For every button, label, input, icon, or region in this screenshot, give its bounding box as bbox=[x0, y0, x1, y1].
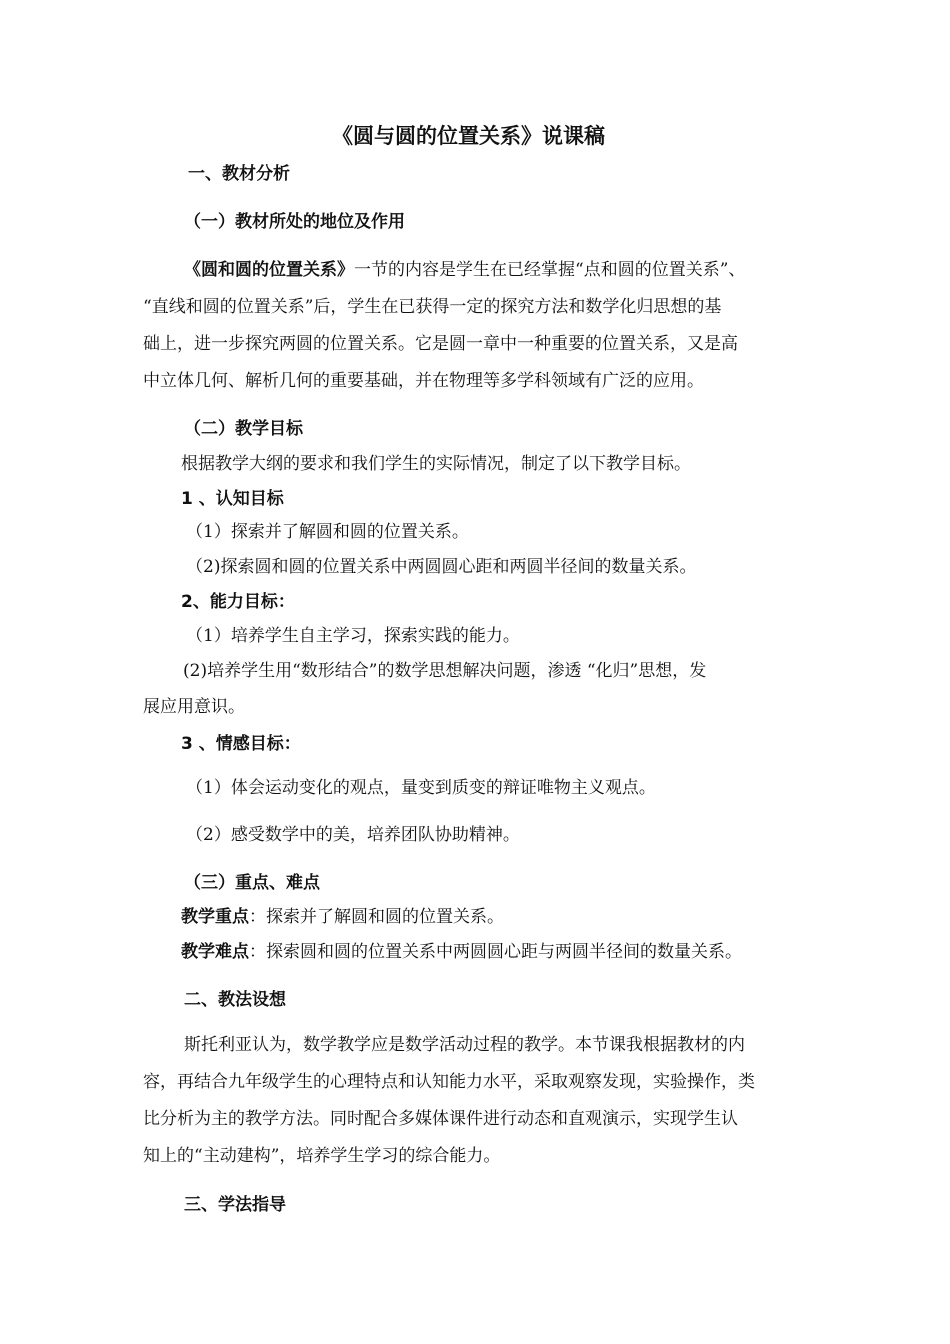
goal-heading-cognitive: 1 、认知目标 bbox=[181, 489, 284, 509]
paragraph-line: 础上，进一步探究两圆的位置关系。它是圆一章中一种重要的位置关系，又是高 bbox=[143, 334, 738, 354]
list-item: （2)探索圆和圆的位置关系中两圆圆心距和两圆半径间的数量关系。 bbox=[186, 557, 697, 577]
subsection-3-heading: （三）重点、难点 bbox=[184, 873, 320, 893]
list-item: （2）感受数学中的美，培养团队协助精神。 bbox=[186, 825, 520, 845]
paragraph-text: 一节的内容是学生在已经掌握“点和圆的位置关系”、 bbox=[354, 260, 746, 280]
section-2-heading: 二、教法设想 bbox=[184, 990, 286, 1010]
subsection-2-heading: （二）教学目标 bbox=[184, 419, 303, 439]
key-point-label: 教学重点 bbox=[181, 907, 249, 927]
paragraph-line: 知上的“主动建构”，培养学生学习的综合能力。 bbox=[143, 1146, 501, 1166]
paragraph-bold-title: 《圆和圆的位置关系》 bbox=[184, 260, 354, 280]
list-item: （1）培养学生自主学习，探索实践的能力。 bbox=[186, 626, 520, 646]
paragraph-line: 中立体几何、解析几何的重要基础，并在物理等多学科领域有广泛的应用。 bbox=[143, 371, 704, 391]
key-point-text: ：探索并了解圆和圆的位置关系。 bbox=[249, 907, 504, 927]
subsection-1-heading: （一）教材所处的地位及作用 bbox=[184, 212, 405, 232]
paragraph-line: 斯托利亚认为，数学教学应是数学活动过程的教学。本节课我根据教材的内 bbox=[184, 1035, 745, 1055]
list-item-continuation: 展应用意识。 bbox=[143, 697, 245, 717]
section-3-heading: 三、学法指导 bbox=[184, 1195, 286, 1215]
difficult-point-text: ：探索圆和圆的位置关系中两圆圆心距与两圆半径间的数量关系。 bbox=[249, 942, 742, 962]
key-point-line bbox=[181, 905, 504, 929]
paragraph-line: “直线和圆的位置关系”后，学生在已获得一定的探究方法和数学化归思想的基 bbox=[143, 297, 722, 317]
paragraph-line bbox=[184, 258, 745, 282]
list-item: (2)培养学生用“数形结合”的数学思想解决问题，渗透 “化归”思想，发 bbox=[183, 661, 707, 681]
goal-heading-emotion: 3 、情感目标： bbox=[181, 734, 301, 754]
list-item: （1）探索并了解圆和圆的位置关系。 bbox=[186, 522, 469, 542]
paragraph-line: 比分析为主的教学方法。同时配合多媒体课件进行动态和直观演示，实现学生认 bbox=[143, 1109, 738, 1129]
page-title: 《圆与圆的位置关系》说课稿 bbox=[332, 123, 605, 148]
difficult-point-line bbox=[181, 940, 742, 964]
section-1-heading: 一、教材分析 bbox=[188, 164, 290, 184]
paragraph-line: 容，再结合九年级学生的心理特点和认知能力水平，采取观察发现，实验操作，类 bbox=[143, 1072, 755, 1092]
paragraph-line: 根据教学大纲的要求和我们学生的实际情况，制定了以下教学目标。 bbox=[181, 454, 691, 474]
list-item: （1）体会运动变化的观点，量变到质变的辩证唯物主义观点。 bbox=[186, 778, 656, 798]
goal-heading-ability: 2、能力目标： bbox=[181, 592, 295, 612]
difficult-point-label: 教学难点 bbox=[181, 942, 249, 962]
